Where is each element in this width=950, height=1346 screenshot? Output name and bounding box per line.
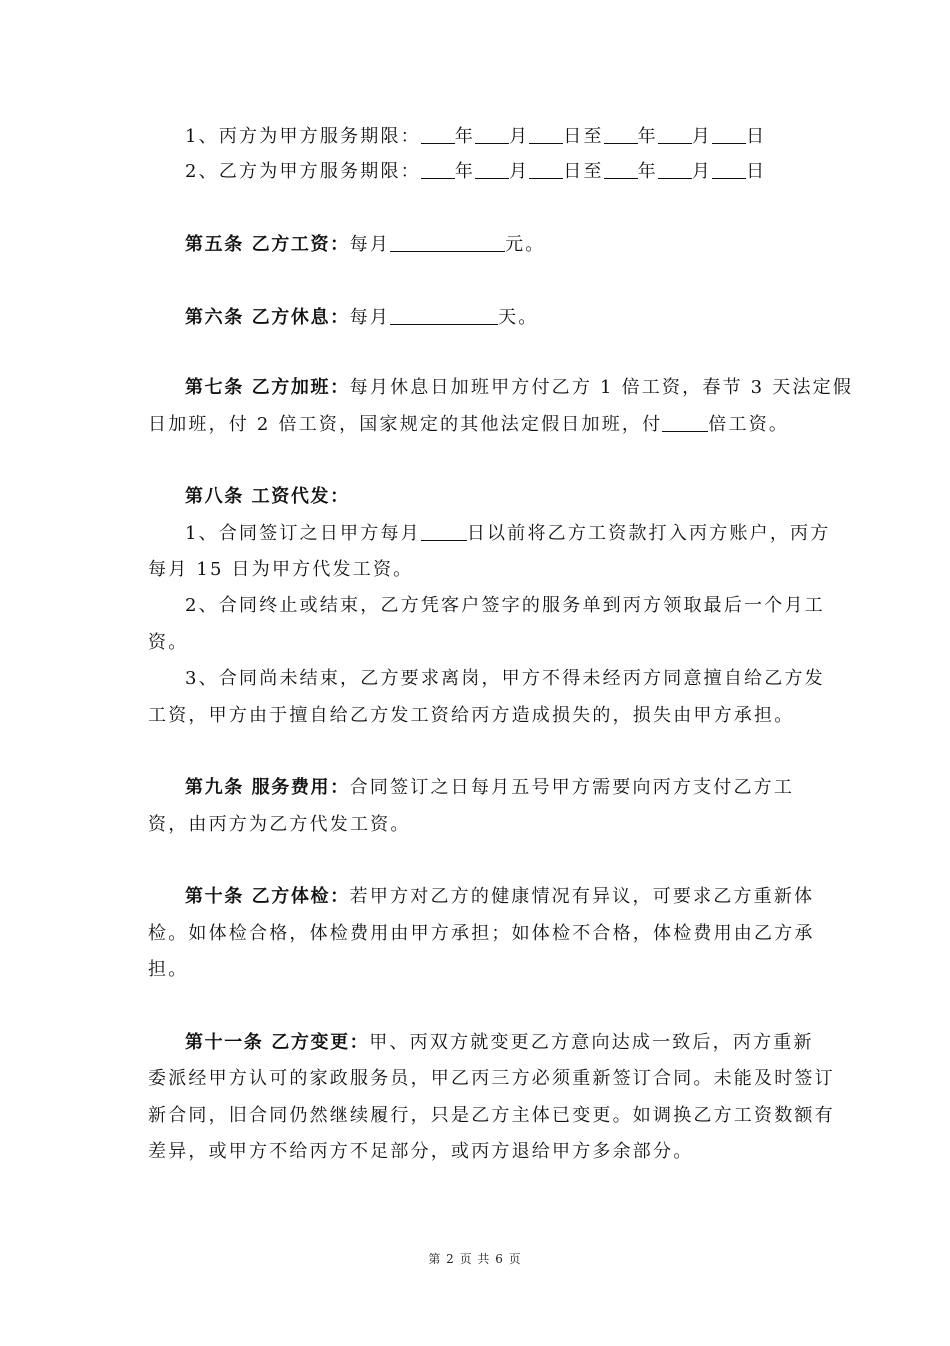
article-10-line-1 — [185, 885, 814, 909]
article-8-item-1 — [185, 522, 830, 546]
article-heading: 第五条 乙方工资： — [185, 234, 350, 255]
article-text: 每月休息日加班甲方付乙方 1 倍工资，春节 3 天法定假 — [349, 377, 854, 398]
item-text: 2、乙方为甲方服务期限： — [185, 161, 421, 182]
article-heading: 第九条 服务费用： — [185, 777, 350, 798]
blank-field — [529, 160, 563, 179]
article-5 — [185, 233, 545, 257]
article-text: 日加班，付 2 倍工资，国家规定的其他法定假日加班，付 — [148, 414, 663, 435]
item-text: 日至 — [563, 126, 604, 147]
item-text: 年 — [454, 126, 476, 147]
article-8-item-3-cont: 工资，甲方由于擅自给乙方发工资给丙方造成损失的，损失由甲方承担。 — [148, 705, 795, 726]
item-text: 月 — [509, 126, 530, 147]
item-text: 年 — [454, 161, 476, 182]
article-9-line-1 — [185, 776, 794, 800]
article-heading: 第十一条 乙方变更： — [185, 1032, 370, 1053]
item-text: 日 — [746, 161, 767, 182]
article-text: 每月 — [349, 307, 391, 328]
blank-field — [421, 125, 455, 144]
item-text: 年 — [637, 161, 658, 182]
blank-field — [390, 233, 505, 252]
article-text: 每月 — [349, 234, 391, 255]
article-text: 甲、丙双方就变更乙方意向达成一致后，丙方重新 — [369, 1032, 814, 1053]
article-10-line-2: 检。如体检合格，体检费用由甲方承担；如体检不合格，体检费用由乙方承 — [148, 923, 815, 944]
service-term-item-1 — [185, 125, 766, 149]
item-text: 日 — [746, 126, 767, 147]
article-text: 日以前将乙方工资款打入丙方账户，丙方 — [466, 523, 831, 544]
service-term-item-2 — [185, 160, 766, 184]
blank-field — [712, 160, 746, 179]
blank-field — [529, 125, 563, 144]
item-text: 月 — [691, 161, 713, 182]
article-text: 1、合同签订之日甲方每月 — [185, 523, 421, 544]
article-text: 天。 — [498, 307, 539, 328]
article-text: 若甲方对乙方的健康情况有异议，可要求乙方重新体 — [349, 886, 815, 907]
article-9-line-2: 资，由丙方为乙方代发工资。 — [148, 814, 411, 835]
item-text: 1、丙方为甲方服务期限： — [185, 126, 421, 147]
article-11-line-3: 新合同，旧合同仍然继续履行，只是乙方主体已变更。如调换乙方工资数额有 — [148, 1105, 835, 1126]
blank-field — [475, 160, 509, 179]
item-text: 日至 — [563, 161, 604, 182]
article-6 — [185, 306, 538, 330]
blank-field — [475, 125, 509, 144]
article-7-line-1 — [185, 376, 853, 400]
article-8-item-3: 3、合同尚未结束，乙方要求离岗，甲方不得未经丙方同意擅自给乙方发 — [185, 668, 825, 689]
article-heading: 第六条 乙方休息： — [185, 307, 350, 328]
article-7-line-2 — [148, 413, 789, 437]
article-8-heading — [185, 485, 350, 509]
article-heading: 第七条 乙方加班： — [185, 377, 350, 398]
article-8-item-2-cont: 资。 — [148, 632, 189, 653]
blank-field — [604, 160, 638, 179]
article-8-item-1-cont: 每月 15 日为甲方代发工资。 — [148, 559, 414, 580]
blank-field — [662, 413, 708, 432]
article-10-line-3: 担。 — [148, 959, 189, 980]
article-text: 倍工资。 — [708, 414, 790, 435]
article-11-line-2: 委派经甲方认可的家政服务员，甲乙丙三方必须重新签订合同。未能及时签订 — [148, 1068, 835, 1089]
article-8-item-2: 2、合同终止或结束，乙方凭客户签字的服务单到丙方领取最后一个月工 — [185, 595, 825, 616]
blank-field — [658, 160, 692, 179]
article-11-line-4: 差异，或甲方不给丙方不足部分，或丙方退给甲方多余部分。 — [148, 1141, 694, 1162]
page-number-footer: 第 2 页 共 6 页 — [428, 1252, 522, 1266]
blank-field — [604, 125, 638, 144]
blank-field — [421, 522, 467, 541]
article-text: 元。 — [505, 234, 546, 255]
blank-field — [712, 125, 746, 144]
blank-field — [658, 125, 692, 144]
blank-field — [390, 306, 498, 325]
article-11-line-1 — [185, 1031, 814, 1055]
blank-field — [421, 160, 455, 179]
item-text: 年 — [637, 126, 658, 147]
article-heading: 第十条 乙方体检： — [185, 886, 350, 907]
item-text: 月 — [691, 126, 713, 147]
article-text: 合同签订之日每月五号甲方需要向丙方支付乙方工 — [349, 777, 795, 798]
item-text: 月 — [509, 161, 530, 182]
article-heading: 第八条 工资代发： — [185, 486, 350, 507]
